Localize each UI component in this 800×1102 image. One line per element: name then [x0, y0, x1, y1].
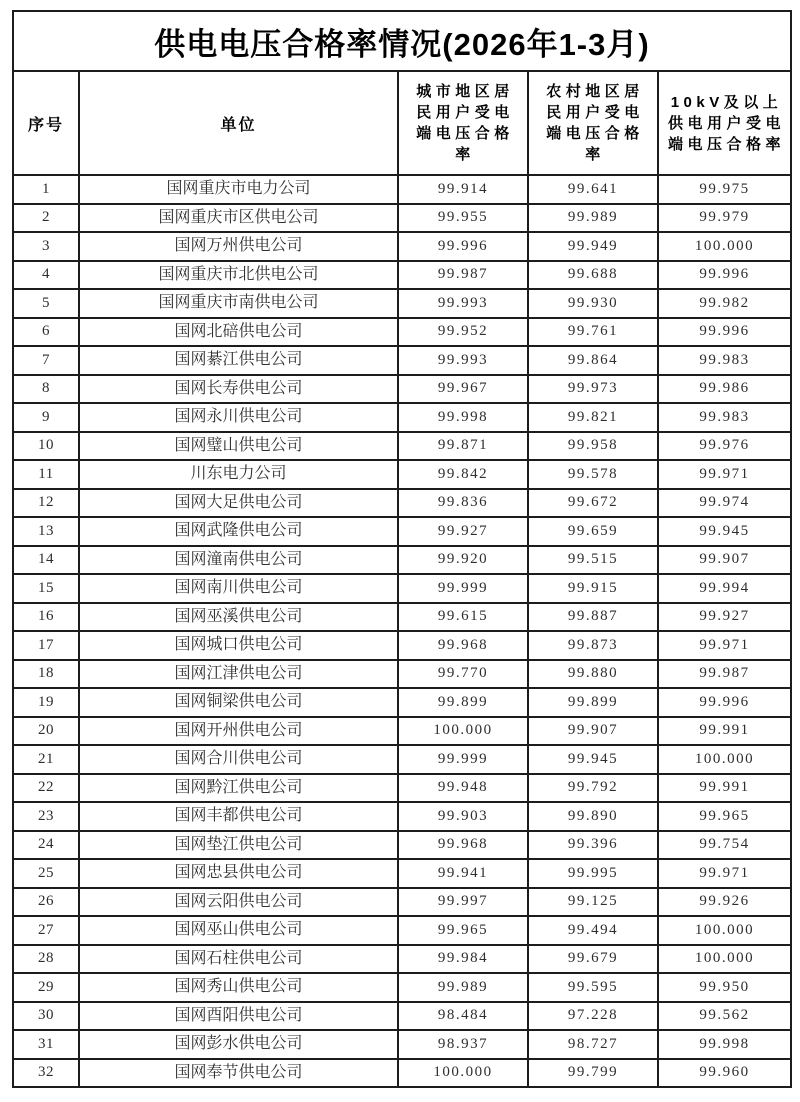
cell-urban-rate: 99.941 [398, 859, 528, 888]
table-row [13, 945, 791, 974]
table-row [13, 204, 791, 233]
cell-urban-rate: 99.984 [398, 945, 528, 974]
cell-unit: 国网巫溪供电公司 [79, 603, 398, 632]
cell-serial: 30 [13, 1002, 79, 1031]
cell-serial: 8 [13, 375, 79, 404]
cell-rural-rate: 97.228 [528, 1002, 658, 1031]
cell-urban-rate: 99.999 [398, 574, 528, 603]
cell-unit: 国网綦江供电公司 [79, 346, 398, 375]
cell-rural-rate: 99.945 [528, 745, 658, 774]
cell-rural-rate: 99.125 [528, 888, 658, 917]
table-row [13, 1030, 791, 1059]
voltage-qualification-table-wrap [12, 10, 790, 1088]
cell-10kv-rate: 99.907 [658, 546, 791, 575]
cell-10kv-rate: 99.754 [658, 831, 791, 860]
cell-unit: 国网云阳供电公司 [79, 888, 398, 917]
cell-serial: 20 [13, 717, 79, 746]
cell-serial: 16 [13, 603, 79, 632]
cell-unit: 国网铜梁供电公司 [79, 688, 398, 717]
cell-serial: 19 [13, 688, 79, 717]
cell-rural-rate: 99.659 [528, 517, 658, 546]
cell-10kv-rate: 99.971 [658, 859, 791, 888]
cell-serial: 7 [13, 346, 79, 375]
cell-unit: 国网南川供电公司 [79, 574, 398, 603]
table-row [13, 346, 791, 375]
cell-rural-rate: 99.396 [528, 831, 658, 860]
cell-rural-rate: 99.595 [528, 973, 658, 1002]
cell-serial: 24 [13, 831, 79, 860]
cell-unit: 国网重庆市电力公司 [79, 175, 398, 204]
cell-unit: 国网开州供电公司 [79, 717, 398, 746]
cell-10kv-rate: 99.996 [658, 318, 791, 347]
table-row [13, 973, 791, 1002]
table-row [13, 1059, 791, 1088]
cell-10kv-rate: 99.926 [658, 888, 791, 917]
cell-urban-rate: 99.899 [398, 688, 528, 717]
cell-10kv-rate: 99.945 [658, 517, 791, 546]
cell-rural-rate: 99.890 [528, 802, 658, 831]
cell-rural-rate: 99.761 [528, 318, 658, 347]
cell-serial: 4 [13, 261, 79, 290]
cell-10kv-rate: 99.974 [658, 489, 791, 518]
table-row [13, 403, 791, 432]
cell-serial: 6 [13, 318, 79, 347]
table-row [13, 603, 791, 632]
cell-serial: 26 [13, 888, 79, 917]
table-row [13, 517, 791, 546]
cell-rural-rate: 99.494 [528, 916, 658, 945]
table-row [13, 175, 791, 204]
cell-unit: 国网石柱供电公司 [79, 945, 398, 974]
cell-unit: 国网彭水供电公司 [79, 1030, 398, 1059]
cell-serial: 29 [13, 973, 79, 1002]
cell-unit: 国网秀山供电公司 [79, 973, 398, 1002]
table-row [13, 318, 791, 347]
cell-serial: 25 [13, 859, 79, 888]
title-row [13, 11, 791, 71]
cell-serial: 17 [13, 631, 79, 660]
cell-urban-rate: 99.968 [398, 831, 528, 860]
table-row [13, 375, 791, 404]
table-row [13, 460, 791, 489]
cell-serial: 31 [13, 1030, 79, 1059]
col-header-10kv-rate: 10kV及以上供电用户受电端电压合格率 [658, 71, 791, 175]
table-row [13, 289, 791, 318]
cell-urban-rate: 99.987 [398, 261, 528, 290]
cell-serial: 5 [13, 289, 79, 318]
cell-serial: 12 [13, 489, 79, 518]
cell-10kv-rate: 99.950 [658, 973, 791, 1002]
cell-rural-rate: 99.973 [528, 375, 658, 404]
cell-rural-rate: 99.641 [528, 175, 658, 204]
cell-unit: 国网江津供电公司 [79, 660, 398, 689]
col-header-urban-rate: 城市地区居民用户受电端电压合格率 [398, 71, 528, 175]
cell-rural-rate: 99.578 [528, 460, 658, 489]
table-row [13, 232, 791, 261]
cell-10kv-rate: 99.987 [658, 660, 791, 689]
table-body [13, 175, 791, 1087]
cell-rural-rate: 98.727 [528, 1030, 658, 1059]
cell-10kv-rate: 99.982 [658, 289, 791, 318]
header-row [13, 71, 791, 175]
cell-10kv-rate: 99.965 [658, 802, 791, 831]
table-row [13, 802, 791, 831]
cell-unit: 国网巫山供电公司 [79, 916, 398, 945]
cell-10kv-rate: 99.991 [658, 717, 791, 746]
cell-rural-rate: 99.949 [528, 232, 658, 261]
cell-rural-rate: 99.958 [528, 432, 658, 461]
table-row [13, 688, 791, 717]
cell-unit: 国网万州供电公司 [79, 232, 398, 261]
cell-10kv-rate: 99.976 [658, 432, 791, 461]
cell-urban-rate: 99.914 [398, 175, 528, 204]
cell-10kv-rate: 99.971 [658, 460, 791, 489]
cell-rural-rate: 99.688 [528, 261, 658, 290]
cell-rural-rate: 99.899 [528, 688, 658, 717]
cell-unit: 国网重庆市区供电公司 [79, 204, 398, 233]
cell-serial: 2 [13, 204, 79, 233]
cell-unit: 国网重庆市南供电公司 [79, 289, 398, 318]
cell-urban-rate: 99.770 [398, 660, 528, 689]
cell-serial: 10 [13, 432, 79, 461]
cell-unit: 国网璧山供电公司 [79, 432, 398, 461]
cell-rural-rate: 99.930 [528, 289, 658, 318]
table-row [13, 888, 791, 917]
cell-10kv-rate: 100.000 [658, 745, 791, 774]
cell-serial: 13 [13, 517, 79, 546]
table-row [13, 546, 791, 575]
cell-unit: 国网丰都供电公司 [79, 802, 398, 831]
cell-rural-rate: 99.915 [528, 574, 658, 603]
cell-unit: 国网大足供电公司 [79, 489, 398, 518]
cell-10kv-rate: 99.983 [658, 346, 791, 375]
cell-10kv-rate: 100.000 [658, 232, 791, 261]
cell-unit: 国网奉节供电公司 [79, 1059, 398, 1088]
cell-serial: 9 [13, 403, 79, 432]
table-row [13, 574, 791, 603]
table-row [13, 261, 791, 290]
col-header-rural-rate: 农村地区居民用户受电端电压合格率 [528, 71, 658, 175]
cell-urban-rate: 99.842 [398, 460, 528, 489]
cell-urban-rate: 99.997 [398, 888, 528, 917]
cell-10kv-rate: 100.000 [658, 916, 791, 945]
cell-urban-rate: 99.996 [398, 232, 528, 261]
cell-urban-rate: 99.968 [398, 631, 528, 660]
cell-10kv-rate: 99.979 [658, 204, 791, 233]
cell-urban-rate: 99.615 [398, 603, 528, 632]
cell-serial: 11 [13, 460, 79, 489]
cell-10kv-rate: 99.998 [658, 1030, 791, 1059]
cell-urban-rate: 99.836 [398, 489, 528, 518]
cell-urban-rate: 99.948 [398, 774, 528, 803]
cell-unit: 国网城口供电公司 [79, 631, 398, 660]
cell-serial: 15 [13, 574, 79, 603]
cell-unit: 国网永川供电公司 [79, 403, 398, 432]
cell-urban-rate: 99.927 [398, 517, 528, 546]
cell-unit: 国网潼南供电公司 [79, 546, 398, 575]
cell-urban-rate: 100.000 [398, 717, 528, 746]
table-row [13, 916, 791, 945]
page-title: 供电电压合格率情况(2026年1-3月) [13, 11, 791, 71]
cell-urban-rate: 99.952 [398, 318, 528, 347]
cell-rural-rate: 99.864 [528, 346, 658, 375]
cell-serial: 1 [13, 175, 79, 204]
table-row [13, 745, 791, 774]
cell-urban-rate: 98.484 [398, 1002, 528, 1031]
cell-rural-rate: 99.515 [528, 546, 658, 575]
cell-unit: 国网武隆供电公司 [79, 517, 398, 546]
cell-unit: 国网长寿供电公司 [79, 375, 398, 404]
cell-serial: 21 [13, 745, 79, 774]
cell-10kv-rate: 99.971 [658, 631, 791, 660]
cell-urban-rate: 99.955 [398, 204, 528, 233]
table-row [13, 859, 791, 888]
cell-urban-rate: 99.871 [398, 432, 528, 461]
cell-serial: 14 [13, 546, 79, 575]
voltage-qualification-table [12, 10, 792, 1088]
cell-rural-rate: 99.995 [528, 859, 658, 888]
cell-rural-rate: 99.799 [528, 1059, 658, 1088]
cell-10kv-rate: 100.000 [658, 945, 791, 974]
cell-serial: 22 [13, 774, 79, 803]
cell-urban-rate: 99.993 [398, 346, 528, 375]
cell-unit: 国网重庆市北供电公司 [79, 261, 398, 290]
table-row [13, 660, 791, 689]
cell-rural-rate: 99.880 [528, 660, 658, 689]
table-row [13, 489, 791, 518]
cell-10kv-rate: 99.927 [658, 603, 791, 632]
cell-rural-rate: 99.792 [528, 774, 658, 803]
cell-urban-rate: 99.903 [398, 802, 528, 831]
cell-serial: 27 [13, 916, 79, 945]
cell-rural-rate: 99.887 [528, 603, 658, 632]
col-header-unit: 单位 [79, 71, 398, 175]
cell-10kv-rate: 99.960 [658, 1059, 791, 1088]
cell-10kv-rate: 99.996 [658, 688, 791, 717]
table-row [13, 432, 791, 461]
cell-unit: 国网北碚供电公司 [79, 318, 398, 347]
table-row [13, 717, 791, 746]
cell-serial: 3 [13, 232, 79, 261]
cell-urban-rate: 99.965 [398, 916, 528, 945]
cell-urban-rate: 99.998 [398, 403, 528, 432]
cell-urban-rate: 100.000 [398, 1059, 528, 1088]
cell-unit: 国网黔江供电公司 [79, 774, 398, 803]
cell-serial: 28 [13, 945, 79, 974]
cell-unit: 国网酉阳供电公司 [79, 1002, 398, 1031]
cell-10kv-rate: 99.996 [658, 261, 791, 290]
cell-rural-rate: 99.679 [528, 945, 658, 974]
cell-urban-rate: 99.999 [398, 745, 528, 774]
cell-unit: 国网垫江供电公司 [79, 831, 398, 860]
cell-10kv-rate: 99.991 [658, 774, 791, 803]
cell-rural-rate: 99.873 [528, 631, 658, 660]
col-header-serial: 序号 [13, 71, 79, 175]
cell-rural-rate: 99.821 [528, 403, 658, 432]
cell-rural-rate: 99.989 [528, 204, 658, 233]
cell-urban-rate: 98.937 [398, 1030, 528, 1059]
cell-unit: 川东电力公司 [79, 460, 398, 489]
cell-unit: 国网忠县供电公司 [79, 859, 398, 888]
cell-serial: 32 [13, 1059, 79, 1088]
cell-urban-rate: 99.993 [398, 289, 528, 318]
table-row [13, 1002, 791, 1031]
cell-10kv-rate: 99.562 [658, 1002, 791, 1031]
cell-urban-rate: 99.989 [398, 973, 528, 1002]
cell-rural-rate: 99.907 [528, 717, 658, 746]
cell-10kv-rate: 99.983 [658, 403, 791, 432]
cell-serial: 23 [13, 802, 79, 831]
cell-rural-rate: 99.672 [528, 489, 658, 518]
cell-10kv-rate: 99.994 [658, 574, 791, 603]
cell-serial: 18 [13, 660, 79, 689]
cell-10kv-rate: 99.975 [658, 175, 791, 204]
cell-unit: 国网合川供电公司 [79, 745, 398, 774]
cell-10kv-rate: 99.986 [658, 375, 791, 404]
table-row [13, 631, 791, 660]
cell-urban-rate: 99.967 [398, 375, 528, 404]
table-row [13, 774, 791, 803]
table-row [13, 831, 791, 860]
cell-urban-rate: 99.920 [398, 546, 528, 575]
